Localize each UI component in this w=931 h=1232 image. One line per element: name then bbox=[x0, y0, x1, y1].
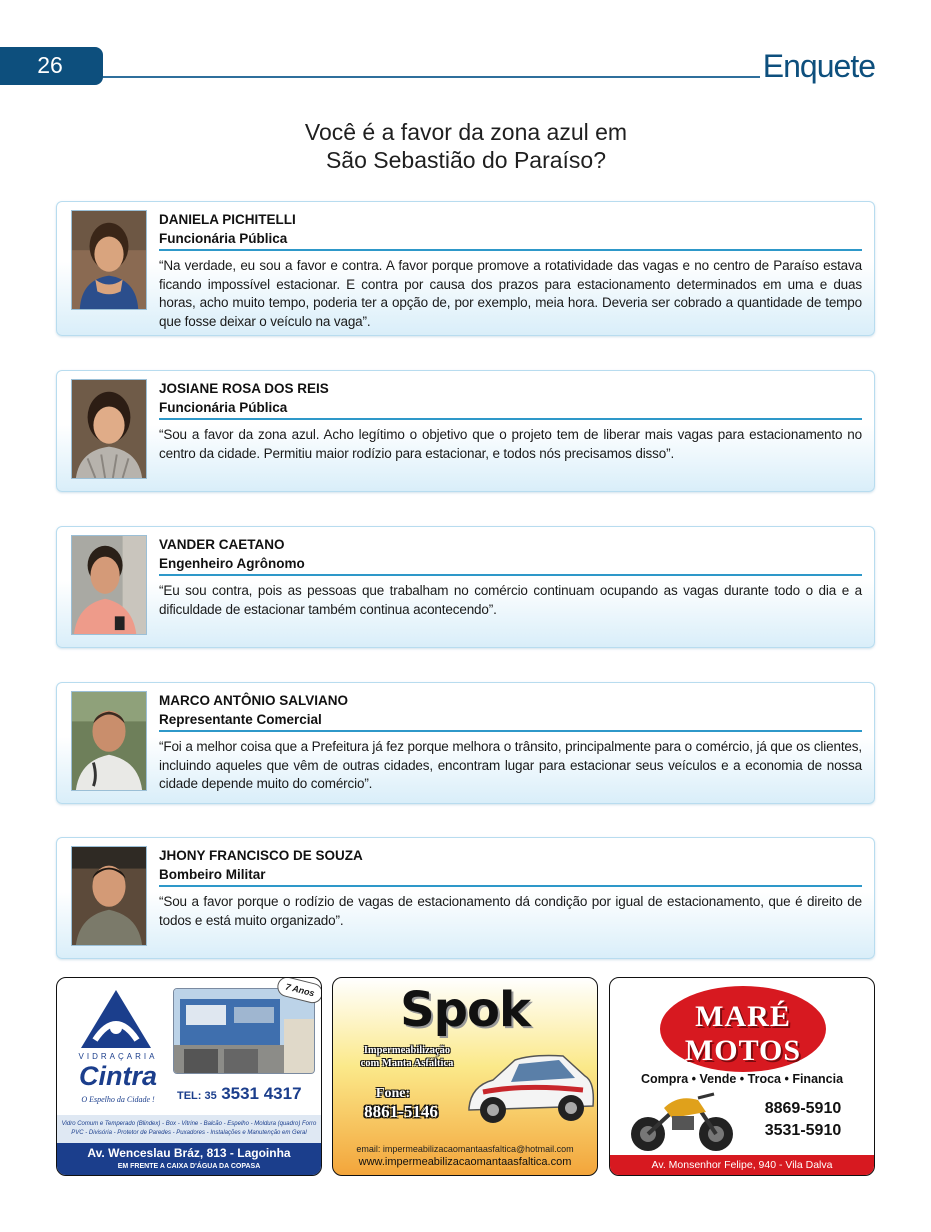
poll-question-line2: São Sebastião do Paraíso? bbox=[325, 147, 607, 173]
portrait-photo bbox=[71, 210, 147, 310]
cintra-phone-label: TEL: 35 bbox=[177, 1090, 217, 1102]
card-divider bbox=[159, 418, 862, 420]
spok-service bbox=[343, 1044, 471, 1070]
response-card bbox=[56, 682, 875, 804]
respondent-role: Engenheiro Agrônomo bbox=[159, 556, 305, 571]
spok-logo: Spok bbox=[400, 982, 530, 1038]
respondent-name: VANDER CAETANO bbox=[159, 537, 285, 552]
respondent-role: Bombeiro Militar bbox=[159, 867, 266, 882]
mare-logo-line1: MARÉ bbox=[695, 1000, 791, 1033]
storefront-photo bbox=[173, 988, 315, 1074]
response-card bbox=[56, 370, 875, 492]
cintra-address-bar bbox=[57, 1143, 321, 1175]
mare-services: Compra • Vende • Troca • Financia bbox=[640, 1072, 844, 1086]
mare-phone-1: 8869-5910 bbox=[764, 1100, 842, 1117]
respondent-quote: “Sou a favor da zona azul. Acho legítimo o objetivo que o projeto tem de liberar mais vagas para estacionamento no centro da cidade. Permitiu maior rodízio para estacionar, e todos nós precisamos disso”. bbox=[159, 427, 862, 461]
card-divider bbox=[159, 730, 862, 732]
respondent-quote: “Eu sou contra, pois as pessoas que trabalham no comércio continuam ocupando as vagas durante todo o dia e a dificuldade de estacionar também continua acontecendo”. bbox=[159, 583, 862, 617]
spok-service-line2: com Manta Asfáltica bbox=[360, 1058, 454, 1069]
poll-question-line1: Você é a favor da zona azul em bbox=[304, 119, 628, 145]
motorcycle-icon bbox=[628, 1088, 736, 1154]
respondent-name: MARCO ANTÔNIO SALVIANO bbox=[159, 693, 348, 708]
portrait-photo bbox=[71, 379, 147, 479]
anniversary-badge: 7 Anos bbox=[275, 977, 322, 1005]
spok-website: www.impermeabilizacaomantaasfaltica.com bbox=[358, 1156, 572, 1168]
respondent-name: DANIELA PICHITELLI bbox=[159, 212, 296, 227]
section-title: Enquete bbox=[762, 48, 875, 84]
cintra-phone-number: 3531 4317 bbox=[221, 1084, 302, 1103]
cintra-address: Av. Wenceslau Bráz, 813 - Lagoinha bbox=[87, 1146, 291, 1160]
respondent-name: JHONY FRANCISCO DE SOUZA bbox=[159, 848, 363, 863]
card-divider bbox=[159, 249, 862, 251]
card-divider bbox=[159, 885, 862, 887]
page-number: 26 bbox=[37, 52, 63, 78]
cintra-address-note: EM FRENTE A CAIXA D'ÁGUA DA COPASA bbox=[117, 1163, 261, 1170]
respondent-quote: “Foi a melhor coisa que a Prefeitura já fez porque melhora o trânsito, principalmente para o comércio, já que os clientes, incluindo aqueles que vêm de outras cidades, encontram lugar para estacionar seus veículos e a economia de nossa cidade depende muito do comércio”. bbox=[159, 739, 862, 791]
car-icon bbox=[463, 1046, 597, 1130]
ad-spok bbox=[332, 977, 598, 1176]
mare-logo bbox=[660, 986, 826, 1072]
respondent-role: Funcionária Pública bbox=[159, 400, 288, 415]
respondent-role: Representante Comercial bbox=[159, 712, 322, 727]
header-divider bbox=[103, 76, 760, 78]
card-divider bbox=[159, 574, 862, 576]
spok-email: email: impermeabilizacaomantaasfaltica@hotmail.com bbox=[356, 1144, 574, 1154]
portrait-photo bbox=[71, 846, 147, 946]
poll-question bbox=[200, 118, 732, 174]
cintra-slogan: O Espelho da Cidade ! bbox=[81, 1095, 155, 1104]
mare-phone-2: 3531-5910 bbox=[764, 1122, 842, 1139]
portrait-photo bbox=[71, 535, 147, 635]
ad-cintra bbox=[56, 977, 322, 1176]
response-card bbox=[56, 201, 875, 336]
response-card bbox=[56, 837, 875, 959]
spok-service-line1: Impermeabilização bbox=[363, 1045, 451, 1056]
portrait-photo bbox=[71, 691, 147, 791]
mare-address: Av. Monsenhor Felipe, 940 - Vila Dalva bbox=[610, 1155, 874, 1175]
response-card bbox=[56, 526, 875, 648]
respondent-quote: “Sou a favor porque o rodízio de vagas de estacionamento dá condição por igual de estacionamento, que é direito de todos e está muito organizado”. bbox=[159, 894, 862, 928]
cintra-logo-icon bbox=[81, 990, 151, 1048]
ad-mare-motos bbox=[609, 977, 875, 1176]
cintra-name: Cintra bbox=[78, 1061, 157, 1091]
cintra-subtitle: VIDRAÇARIA bbox=[78, 1052, 158, 1061]
respondent-name: JOSIANE ROSA DOS REIS bbox=[159, 381, 329, 396]
respondent-quote: “Na verdade, eu sou a favor e contra. A favor porque promove a rotatividade das vagas e no centro de Paraíso estava ficando impossível estacionar. E contra por causa dos prazos para estacionamento determinados em uma e duas horas, acho muito tempo, poderia ter a opção de, por exemplo, meia hora. Deveria ser cobrado a quantidade de tempo que fosse deixar o veículo na vaga”. bbox=[159, 258, 862, 329]
spok-phone: 8861-5146 bbox=[364, 1102, 438, 1121]
spok-phone-label: Fone: bbox=[375, 1086, 411, 1101]
respondent-role: Funcionária Pública bbox=[159, 231, 288, 246]
mare-logo-line2: MOTOS bbox=[684, 1034, 802, 1067]
cintra-services: Vidro Comum e Temperado (Blindex) - Box - Vitrine - Balcão - Espelho - Moldura (quadro) Forro PVC - Divisória - Protetor de Paredes - Puxadores - Instalações e Manutenção em Geral bbox=[57, 1115, 321, 1143]
cintra-phone bbox=[177, 1084, 317, 1104]
